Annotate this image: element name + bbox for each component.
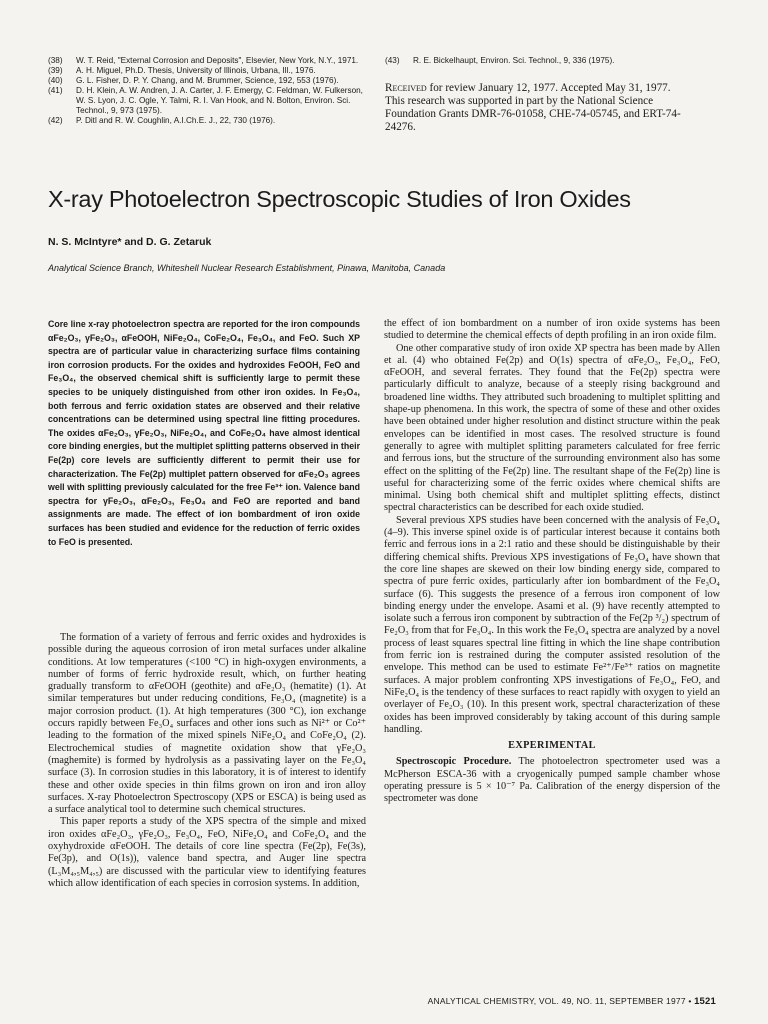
body-paragraph: the effect of ion bombardment on a number of iron oxide systems has been studied to determine the chemical effects of depth profiling in an iron oxide film. (384, 318, 720, 342)
abstract: Core line x-ray photoelectron spectra are reported for the iron compounds αFe₂O₃, γFe₂O₃, αFeOOH, NiFe₂O₄, CoFe₂O₄, Fe₃O₄, and FeO. Such XP spectra are of particular value in characterizing surface films containing iron corrosion products. For the oxides and hydroxides FeOOH, FeO and Fe₃O₄, the observed chemical shift is sufficiently large to permit these species to be uniquely distinguished from other iron oxides. In Fe₃O₄, both ferrous and ferric oxidation states are observed and their relative concentrations can be determined using spectral line fitting procedures. The oxides αFe₂O₃, γFe₂O₃, NiFe₂O₄, and CoFe₂O₄ have almost identical core binding energies, but the multiplet splitting patterns observed in their Fe(2p) core levels are sufficiently different to permit their use for characterization. The Fe(2p) multiplet pattern observed for αFe₂O₃ agrees well with splitting previously calculated for the free Fe³⁺ ion. Valence band spectra for γFe₂O₃, αFe₂O₃, Fe₃O₄ and FeO are reported and band assignments are made. The effect of ion bombardment of iron oxide surfaces has been studied and evidence for the reduction of ferric oxides to FeO is presented. (48, 319, 360, 547)
footer-journal: ANALYTICAL CHEMISTRY, VOL. 49, NO. 11, SEPTEMBER 1977 • (427, 996, 695, 1006)
received-lead: Received (385, 82, 427, 94)
paragraph-run-in-head: Spectroscopic Procedure. (396, 756, 512, 768)
references-right (385, 56, 725, 66)
reference-item: (38) W. T. Reid, "External Corrosion and Deposits", Elsevier, New York, N.Y., 1971. (48, 56, 359, 65)
reference-item: (40) G. L. Fisher, D. P. Y. Chang, and M. Brummer, Science, 192, 553 (1976). (48, 76, 339, 85)
page-footer (428, 996, 716, 1007)
body-column-left (48, 632, 366, 890)
section-heading-experimental: EXPERIMENTAL (508, 740, 596, 752)
body-paragraph (384, 756, 720, 805)
reference-item: (41) D. H. Klein, A. W. Andren, J. A. Carter, J. F. Emergy, C. Feldman, W. Fulkerson, W. S. Lyon, J. C. Ogle, Y. Talmi, R. I. Van Hook, and N. Bolton, Environ. Sci. Technol., 9, 973 (1975). (48, 86, 363, 115)
references-left (48, 56, 368, 126)
body-paragraph: Several previous XPS studies have been concerned with the analysis of Fe₃O₄ (4–9). This inverse spinel oxide is of particular interest because it contains both ferric and ferrous ions in a 2:1 ratio and these should be distinguishable by their differing chemical shifts. Previous XPS investigations of Fe₃O₄ have shown that the core line shapes are skewed on their low binding energy side, compared to spectra of pure ferric oxides, particularly after ion bombardment of the Fe₃O₄ surface (6). This suggests the presence of a ferrous iron component of low binding energy under the envelope. Asami et al. (9) have recently attempted to isolate such a ferrous iron component by subtraction of the Fe(2p ³/₂) spectrum of Fe₂O₃ from that for Fe₃O₄. In this work the Fe₃O₄ spectra are analyzed by a novel process of least squares spectral line fitting in which the line shape contribution from ferric ion is restrained during the computer assisted resolution of the envelope. This method can be used to estimate Fe²⁺/Fe³⁺ ratios on magnetite surfaces. A major problem confronting XPS investigations of Fe₃O₄, FeO, and NiFe₂O₄ is the tendency of these surfaces to react rapidly with oxygen to yield an overlayer of Fe₂O₃ (10). In this present work, spectral characterization of these oxides has been improved considerably by taking account of this during sample handling. (384, 514, 720, 735)
article-title: X-ray Photoelectron Spectroscopic Studies of Iron Oxides (48, 186, 631, 212)
author-affiliation: Analytical Science Branch, Whiteshell Nuclear Research Establishment, Pinawa, Manitoba, Canada (48, 263, 446, 273)
page-number: 1521 (694, 996, 716, 1007)
body-paragraph: One other comparative study of iron oxide XP spectra has been made by Allen et al. (4) who obtained Fe(2p) and O(1s) spectra of αFe₂O₃, Fe₃O₄, FeO, αFeOOH, and several ferrates. They found that the Fe(2p) spectra were particularly difficult to analyze, because of a steeply rising background and broadened line widths. They attributed such broadening to multiplet splitting and shape-up phenomena. In this work, the spectra of some of these and other oxides have been obtained under higher resolution and distinct structure within the peak envelopes can be identified in most cases. The resolved structure is found generally to agree with multiplet splitting parameters calculated for free ferric and ferrous ions, but the structure of the surrounding environment also has some effect on the splitting of the Fe(2p) line. The resultant shape of the Fe(2p) line is useful for characterizing some of the ferric oxides where chemical shifts are minimal. Using both chemical shift and multiplet splitting effects, distinct spectral characteristics can be described for each oxide studied. (384, 342, 720, 514)
article-authors: N. S. McIntyre* and D. G. Zetaruk (48, 236, 212, 248)
reference-item: (43) R. E. Bickelhaupt, Environ. Sci. Technol., 9, 336 (1975). (385, 56, 615, 65)
paragraph-text: The photoelectron spectrometer used was a McPherson ESCA-36 with a cryogenically pumped sample chamber whose operating pressure is 5 × 10⁻⁷ Pa. Calibration of the energy dispersion of the spectrometer was done (384, 756, 720, 805)
received-text: for review January 12, 1977. Accepted May 31, 1977. This research was supported in part by the National Science Foundation Grants DMR-76-01058, CHE-74-05745, and ERT-74-24276. (385, 82, 681, 133)
reference-item: (39) A. H. Miguel, Ph.D. Thesis, University of Illinois, Urbana, Ill., 1976. (48, 66, 316, 75)
body-column-right (384, 318, 720, 806)
received-note (385, 82, 685, 134)
body-paragraph: This paper reports a study of the XPS spectra of the simple and mixed iron oxides αFe₂O₃, γFe₂O₃, Fe₃O₄, FeO, NiFe₂O₄ and CoFe₂O₄ and the oxyhydroxide αFeOOH. The details of core line spectra (Fe(2p), Fe(3s), Fe(3p), and O(1s)), valence band spectra, and Auger line spectra (L₃M₄,₅M₄,₅) are discussed with the particular view to identifying features which allow identification of each species in corrosion systems. In addition, (48, 816, 366, 889)
reference-item: (42) P. Ditl and R. W. Coughlin, A.I.Ch.E. J., 22, 730 (1976). (48, 116, 276, 125)
body-paragraph: The formation of a variety of ferrous and ferric oxides and hydroxides is possible during the aqueous corrosion of iron metal surfaces under alkaline conditions. At low temperatures (<100 °C) in high-oxygen environments, a number of forms of ferric hydroxide result, which, on further heating gradually transform to αFeOOH (geothite) and αFe₂O₃ (hematite) (1). At similar temperatures but under reducing conditions, Fe₃O₄ (magnetite) is a major corrosion product. (1). At high temperatures (300 °C), ion exchange occurs rapidly between Fe₃O₄ surfaces and other ions such as Ni²⁺ or Co²⁺ leading to the formation of the mixed spinels NiFe₂O₄ and CoFe₂O₄ (2). Electrochemical studies of magnetite oxidation show that γFe₂O₃ (maghemite) is formed by hydrolysis as a passivating layer on the Fe₃O₄ surface (3). In corrosion studies in this laboratory, it is of interest to identify these and other oxide species in thin films grown on iron and iron alloy surfaces. X-ray Photoelectron Spectroscopy (XPS or ESCA) is being used as a surface analytical tool to determine such chemical structures. (48, 632, 366, 816)
